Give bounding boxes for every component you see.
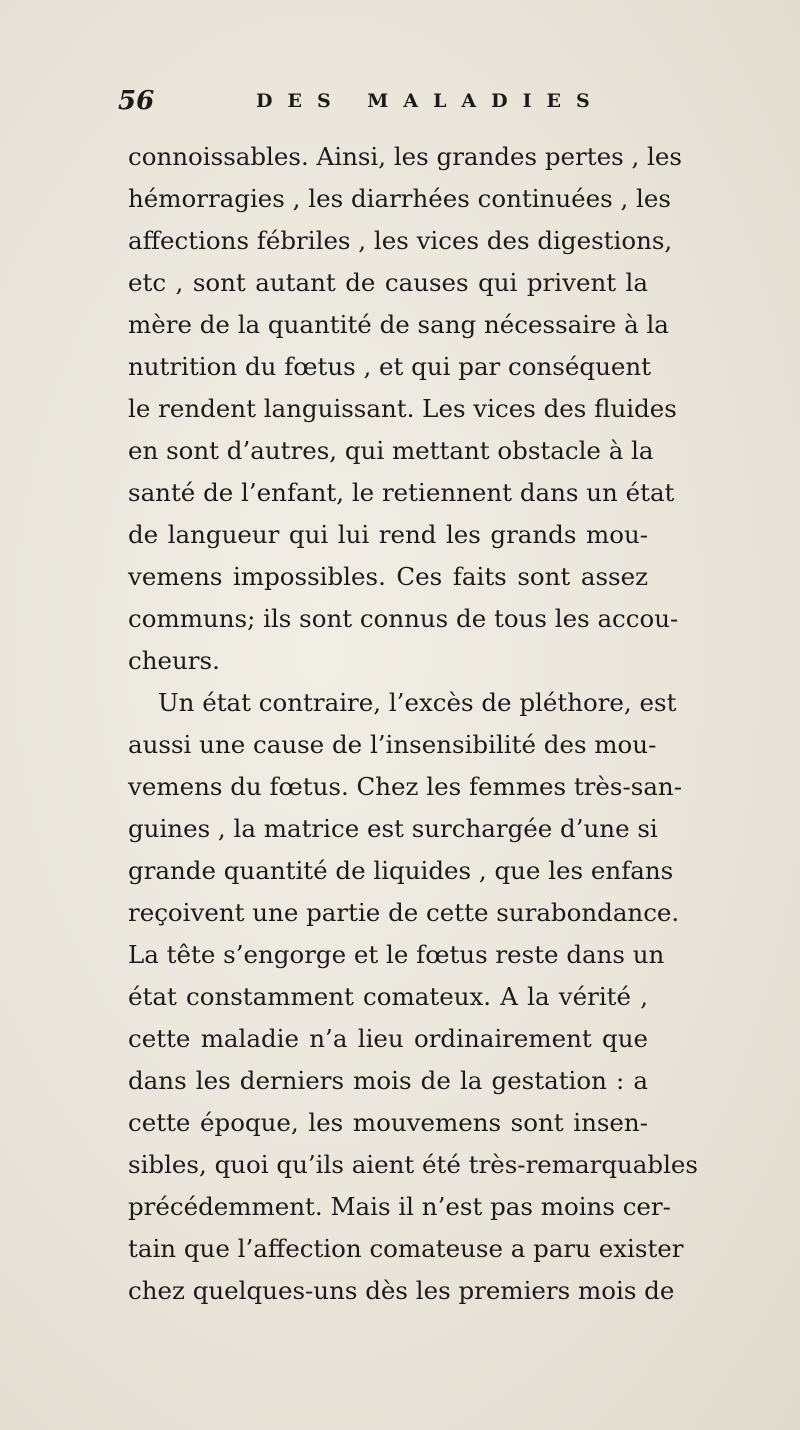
text-line: état constamment comateux. A la vérité ,	[128, 982, 648, 1011]
text-line: chez quelques-uns dès les premiers mois de	[128, 1276, 675, 1305]
text-line: cette époque, les mouvemens sont insen-	[128, 1108, 648, 1137]
text-line: hémorragies , les diarrhées continuées , les	[128, 184, 671, 213]
text-line: aussi une cause de l’insensibilité des mou-	[128, 730, 657, 759]
running-head-title: DES MALADIES	[256, 90, 605, 112]
body-text	[128, 136, 699, 1312]
text-line: guines , la matrice est surchargée d’une si	[128, 814, 658, 843]
text-line: mère de la quantité de sang nécessaire à la	[128, 310, 669, 339]
paragraph-last-line: cheurs.	[128, 646, 220, 675]
text-line: cette maladie n’a lieu ordinairement que	[128, 1024, 648, 1053]
text-line: communs; ils sont connus de tous les accou-	[128, 604, 679, 633]
text-line: La tête s’engorge et le fœtus reste dans un	[128, 940, 665, 969]
text-line: dans les derniers mois de la gestation : a	[128, 1066, 648, 1095]
text-line: précédemment. Mais il n’est pas moins cer-	[128, 1192, 671, 1221]
text-line: nutrition du fœtus , et qui par conséquent	[128, 352, 651, 381]
paragraph-first-line: Un état contraire, l’excès de pléthore, est	[158, 688, 677, 717]
text-line: connoissables. Ainsi, les grandes pertes , les	[128, 142, 682, 171]
text-line: sibles, quoi qu’ils aient été très-remarquables	[128, 1150, 699, 1179]
text-line: le rendent languissant. Les vices des fluides	[128, 394, 677, 423]
text-line: tain que l’affection comateuse a paru exister	[128, 1234, 684, 1263]
text-line: vemens impossibles. Ces faits sont assez	[128, 562, 648, 591]
text-line: de langueur qui lui rend les grands mou-	[128, 520, 648, 549]
text-line: etc , sont autant de causes qui privent la	[128, 268, 648, 297]
text-line: affections fébriles , les vices des digestions,	[128, 226, 673, 255]
page-number: 56	[118, 86, 155, 116]
text-line: vemens du fœtus. Chez les femmes très-san-	[128, 772, 682, 801]
running-head	[118, 86, 678, 126]
text-line: grande quantité de liquides , que les enfans	[128, 856, 674, 885]
text-line: santé de l’enfant, le retiennent dans un état	[128, 478, 675, 507]
text-line: en sont d’autres, qui mettant obstacle à la	[128, 436, 654, 465]
text-line: reçoivent une partie de cette surabondance.	[128, 898, 680, 927]
